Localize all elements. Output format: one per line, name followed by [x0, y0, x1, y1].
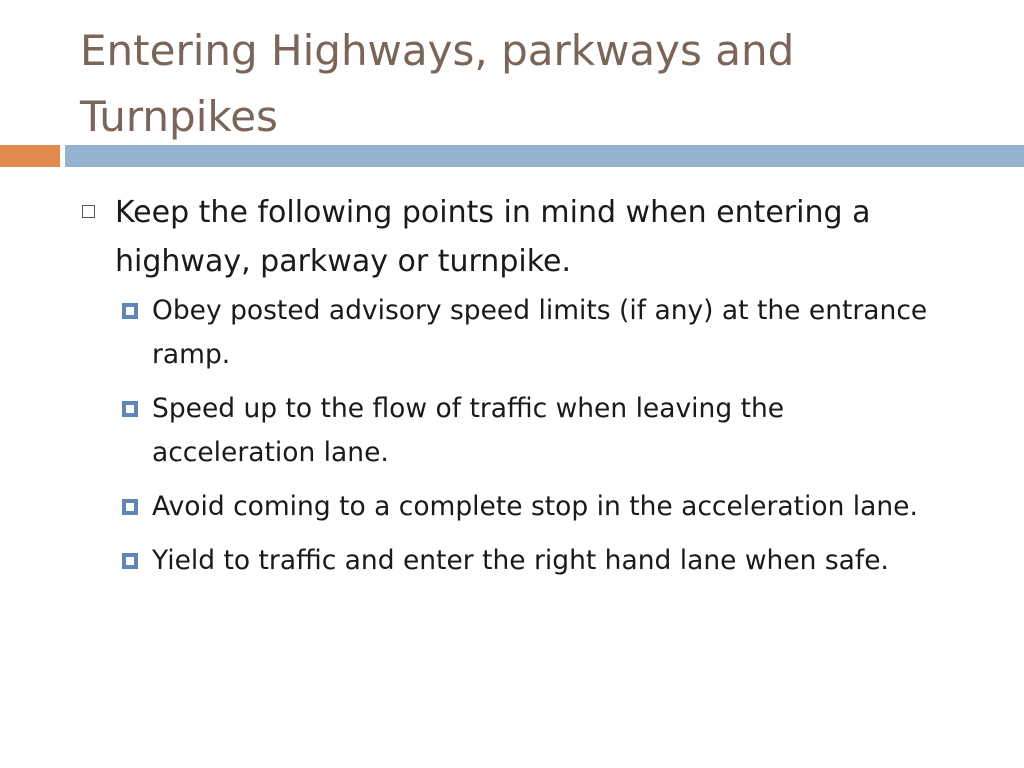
hollow-square-bullet-icon — [82, 205, 95, 218]
framed-square-bullet-icon — [122, 401, 138, 417]
sub-point — [152, 539, 952, 583]
sub-point-list — [0, 289, 1024, 583]
sub-point-text: Obey posted advisory speed limits (if any) at the entrance ramp. — [152, 295, 928, 370]
sub-point — [152, 485, 952, 529]
framed-square-bullet-icon — [122, 499, 138, 515]
main-point — [115, 188, 975, 286]
framed-square-bullet-icon — [122, 553, 138, 569]
sub-point-text: Speed up to the flow of traffic when leaving the acceleration lane. — [152, 393, 785, 468]
slide-body — [0, 188, 1024, 593]
sub-point-text: Avoid coming to a complete stop in the acceleration lane. — [152, 491, 918, 522]
sub-point — [152, 387, 952, 475]
slide-title: Entering Highways, parkways and Turnpikes — [80, 26, 795, 141]
framed-square-bullet-icon — [122, 303, 138, 319]
sub-point — [152, 289, 952, 377]
title-accent-bar-blue — [65, 145, 1024, 167]
main-point-text: Keep the following points in mind when entering a highway, parkway or turnpike. — [115, 195, 871, 279]
title-accent-bar-orange — [0, 145, 60, 167]
sub-point-text: Yield to traffic and enter the right hand lane when safe. — [152, 545, 889, 576]
